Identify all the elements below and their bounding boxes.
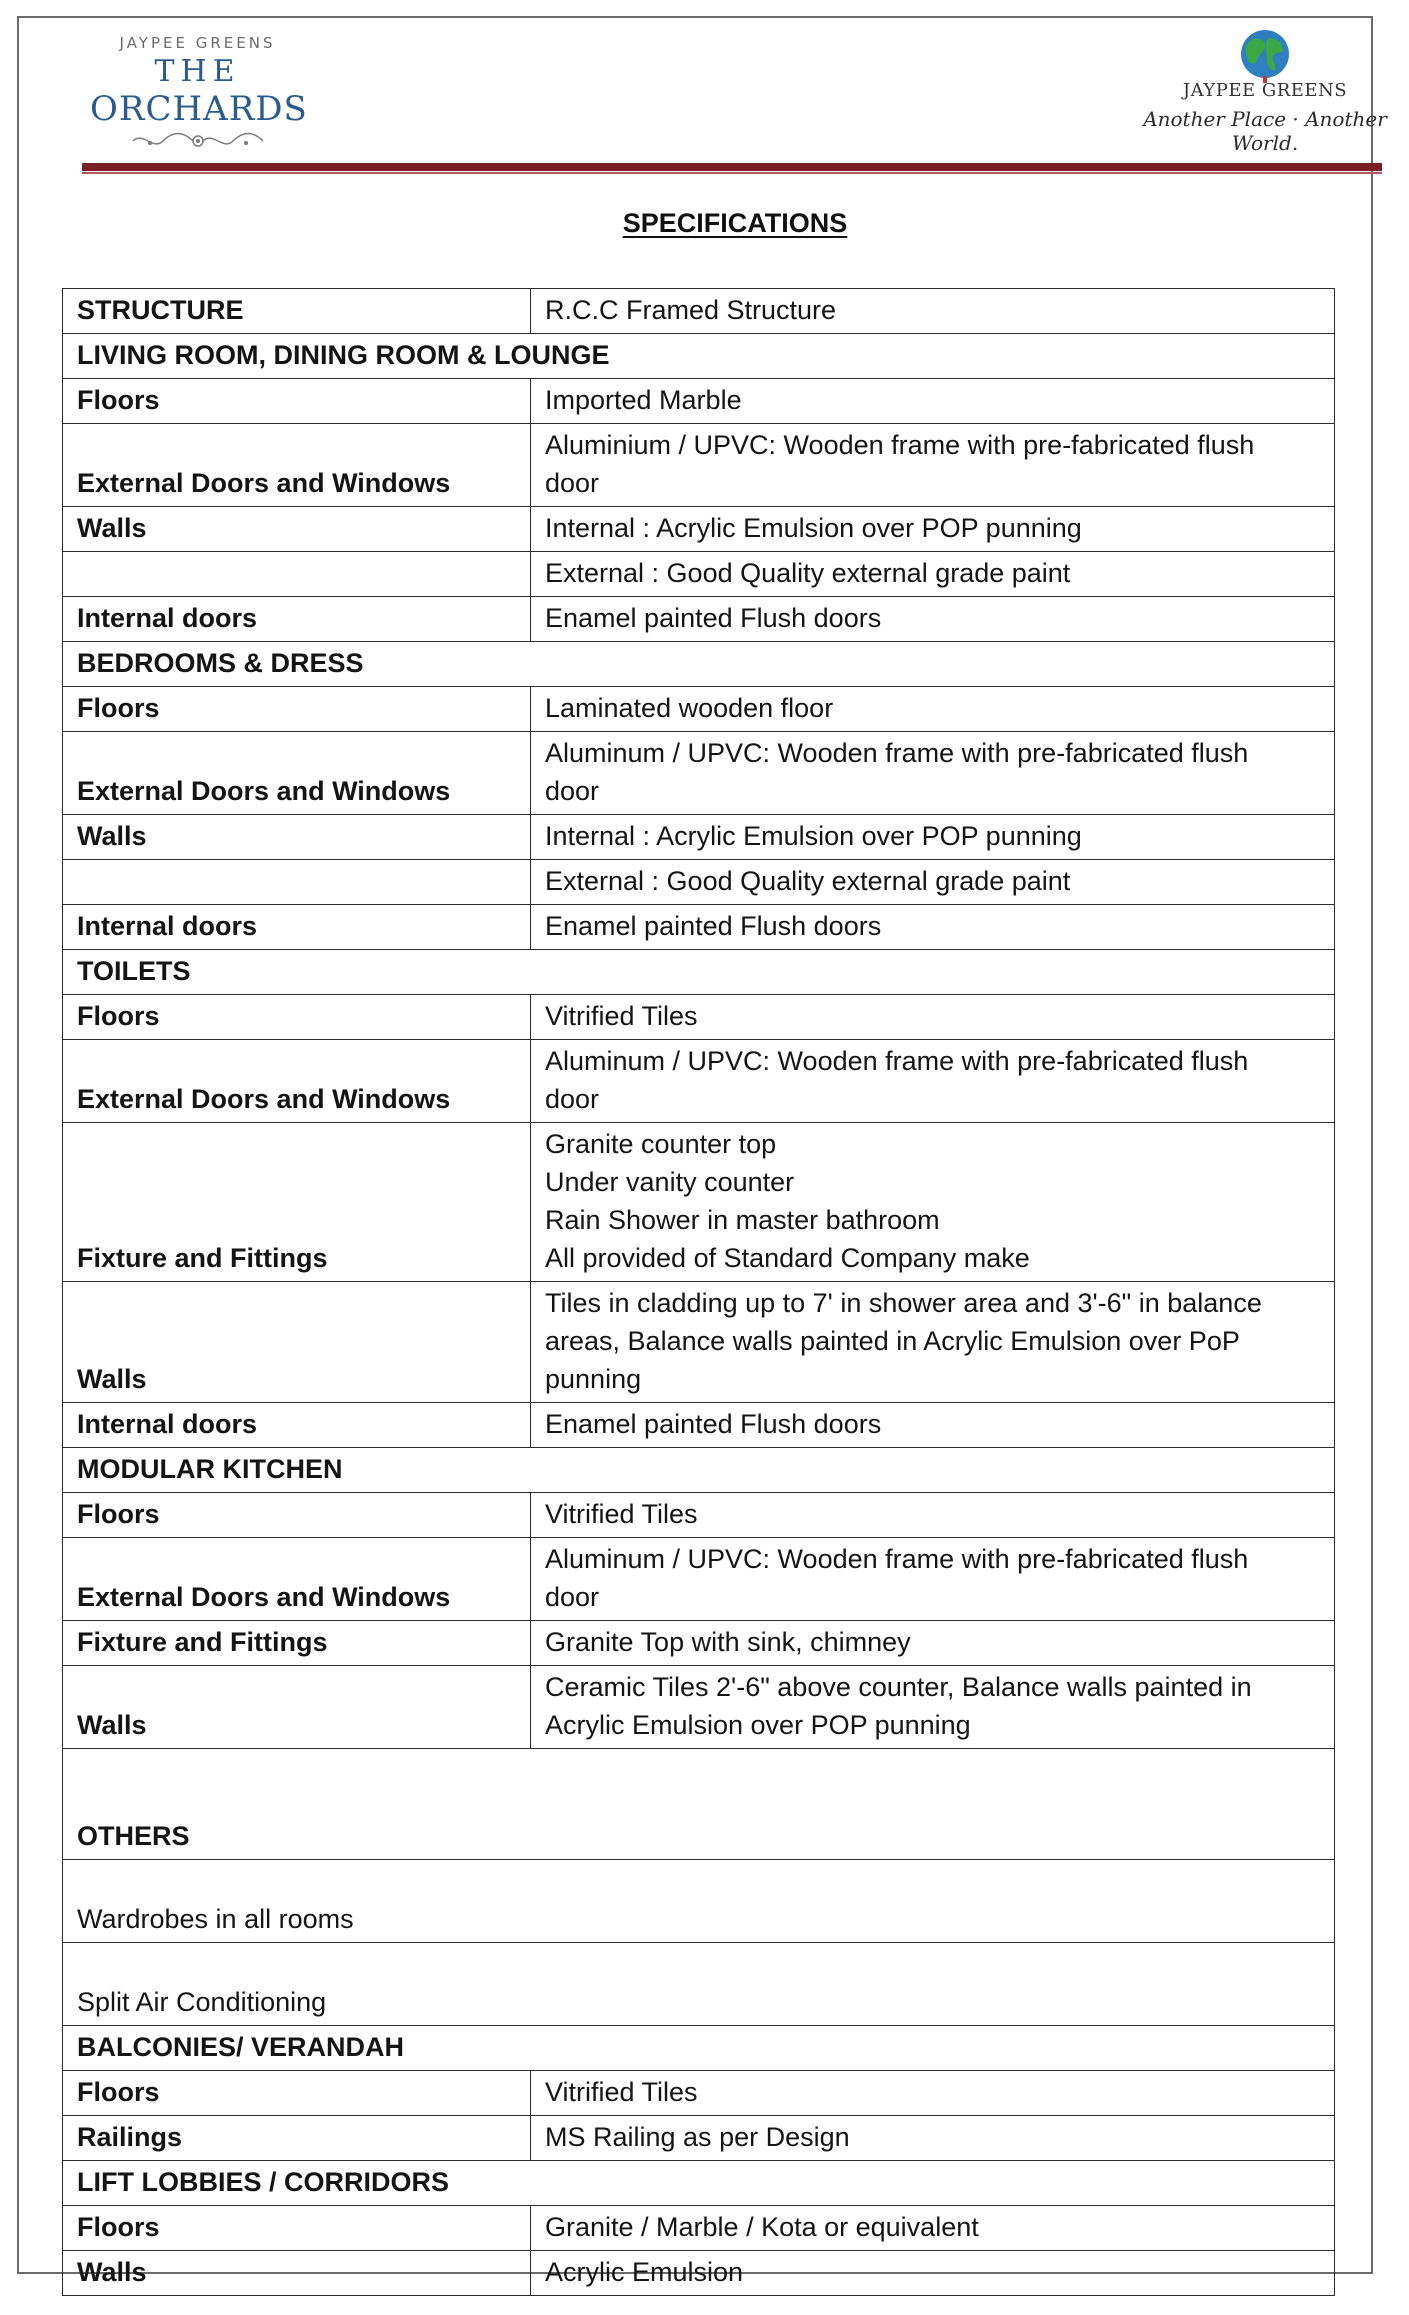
- spec-row: [63, 289, 1335, 334]
- spec-value: [531, 1040, 1335, 1123]
- spec-row: [63, 379, 1335, 424]
- spec-row: [63, 1538, 1335, 1621]
- spec-value-line: All provided of Standard Company make: [545, 1243, 1030, 1273]
- spec-label: Walls: [63, 1666, 531, 1749]
- spec-value-line: Vitrified Tiles: [545, 1499, 698, 1529]
- other-item: Split Air Conditioning: [63, 1943, 1335, 2026]
- orchards-logo: [90, 30, 308, 160]
- jaypee-greens-logo: [1140, 28, 1390, 158]
- spec-value-line: Rain Shower in master bathroom: [545, 1205, 940, 1235]
- specifications-table: [62, 288, 1335, 2296]
- spec-label: External Doors and Windows: [63, 1538, 531, 1621]
- spec-row: [63, 2071, 1335, 2116]
- spec-value: [531, 905, 1335, 950]
- spec-value: [531, 1493, 1335, 1538]
- spec-value: [531, 2071, 1335, 2116]
- spec-label: Railings: [63, 2116, 531, 2161]
- spec-label: Walls: [63, 1282, 531, 1403]
- spec-label: Fixture and Fittings: [63, 1123, 531, 1282]
- logo-brand-the: THE: [154, 54, 241, 89]
- spec-row: [63, 905, 1335, 950]
- spec-value-line: External : Good Quality external grade paint: [545, 558, 1071, 588]
- spec-label: External Doors and Windows: [63, 424, 531, 507]
- spec-value: [531, 424, 1335, 507]
- spec-row: [63, 2251, 1335, 2296]
- spec-value: [531, 1621, 1335, 1666]
- spec-value: [531, 2116, 1335, 2161]
- spec-label: Walls: [63, 815, 531, 860]
- spec-value-line: punning: [545, 1364, 642, 1394]
- other-item-row: [63, 1860, 1335, 1943]
- spec-row: [63, 2116, 1335, 2161]
- spec-label: Fixture and Fittings: [63, 1621, 531, 1666]
- spec-row: [63, 507, 1335, 552]
- spec-row: [63, 552, 1335, 597]
- spec-value: [531, 552, 1335, 597]
- spec-value-line: Enamel painted Flush doors: [545, 1409, 882, 1439]
- spec-row: [63, 1493, 1335, 1538]
- spec-value-line: Aluminum / UPVC: Wooden frame with pre-fabricated flush: [545, 1046, 1249, 1076]
- spec-value: [531, 860, 1335, 905]
- spec-label: [63, 860, 531, 905]
- spec-value: [531, 687, 1335, 732]
- spec-value-line: Aluminium / UPVC: Wooden frame with pre-fabricated flush: [545, 430, 1255, 460]
- spec-value-line: Laminated wooden floor: [545, 693, 834, 723]
- spec-value-line: Enamel painted Flush doors: [545, 911, 882, 941]
- section-heading-row: [63, 642, 1335, 687]
- spec-row: [63, 2206, 1335, 2251]
- spec-row: [63, 1621, 1335, 1666]
- spec-value: [531, 1123, 1335, 1282]
- spec-label: Internal doors: [63, 1403, 531, 1448]
- spec-value-line: Internal : Acrylic Emulsion over POP punning: [545, 821, 1082, 851]
- spec-value-line: Under vanity counter: [545, 1167, 795, 1197]
- spec-row: [63, 1123, 1335, 1282]
- spec-value: [531, 1666, 1335, 1749]
- spec-value: [531, 1282, 1335, 1403]
- spec-row: [63, 815, 1335, 860]
- spec-label: Floors: [63, 379, 531, 424]
- spec-label: [63, 552, 531, 597]
- spec-value-line: MS Railing as per Design: [545, 2122, 850, 2152]
- spec-value-line: door: [545, 776, 600, 806]
- spec-value-line: Granite counter top: [545, 1129, 777, 1159]
- spec-label: Internal doors: [63, 905, 531, 950]
- section-heading-row: [63, 334, 1335, 379]
- spec-value: [531, 995, 1335, 1040]
- spec-value: [531, 732, 1335, 815]
- spec-label: External Doors and Windows: [63, 732, 531, 815]
- other-item-row: [63, 1943, 1335, 2026]
- spec-label: Walls: [63, 2251, 531, 2296]
- section-heading: LIVING ROOM, DINING ROOM & LOUNGE: [63, 334, 1335, 379]
- spec-value: [531, 379, 1335, 424]
- spec-label: Internal doors: [63, 597, 531, 642]
- section-heading-row: [63, 1448, 1335, 1493]
- spec-value: [531, 289, 1335, 334]
- section-heading-row: [63, 2161, 1335, 2206]
- spec-value-line: door: [545, 468, 600, 498]
- company-tagline: Another Place · Another World.: [1143, 107, 1387, 155]
- spec-value-line: Vitrified Tiles: [545, 1001, 698, 1031]
- spec-value-line: External : Good Quality external grade paint: [545, 866, 1071, 896]
- section-heading: OTHERS: [63, 1749, 1335, 1860]
- spec-value: [531, 1538, 1335, 1621]
- spec-value: [531, 815, 1335, 860]
- header-divider: [82, 163, 1382, 171]
- spec-row: [63, 1282, 1335, 1403]
- spec-value: [531, 507, 1335, 552]
- section-heading: BALCONIES/ VERANDAH: [63, 2026, 1335, 2071]
- company-name: JAYPEE GREENS: [1182, 80, 1348, 101]
- page-header: [0, 0, 1409, 180]
- spec-value-line: Acrylic Emulsion over POP punning: [545, 1710, 971, 1740]
- logo-brand-orchards: ORCHARDS: [90, 89, 308, 129]
- globe-icon: [1237, 28, 1293, 84]
- spec-label: External Doors and Windows: [63, 1040, 531, 1123]
- ornament-flourish-icon: [128, 131, 268, 151]
- spec-label: Floors: [63, 1493, 531, 1538]
- section-heading-row: [63, 2026, 1335, 2071]
- spec-row: [63, 1403, 1335, 1448]
- spec-value: [531, 2251, 1335, 2296]
- spec-row: [63, 1040, 1335, 1123]
- spec-value-line: Aluminum / UPVC: Wooden frame with pre-fabricated flush: [545, 738, 1249, 768]
- spec-value-line: Aluminum / UPVC: Wooden frame with pre-fabricated flush: [545, 1544, 1249, 1574]
- spec-value: [531, 597, 1335, 642]
- other-item: Wardrobes in all rooms: [63, 1860, 1335, 1943]
- spec-value: [531, 2206, 1335, 2251]
- spec-value-line: Imported Marble: [545, 385, 742, 415]
- spec-row: [63, 424, 1335, 507]
- spec-value-line: Vitrified Tiles: [545, 2077, 698, 2107]
- spec-label: Floors: [63, 995, 531, 1040]
- specifications-table-body: [63, 289, 1335, 2296]
- spec-value-line: Granite Top with sink, chimney: [545, 1627, 911, 1657]
- spec-row: [63, 1666, 1335, 1749]
- spec-value: [531, 1403, 1335, 1448]
- spec-row: [63, 687, 1335, 732]
- spec-value-line: door: [545, 1084, 600, 1114]
- spec-value-line: Granite / Marble / Kota or equivalent: [545, 2212, 979, 2242]
- spec-value-line: Ceramic Tiles 2'-6" above counter, Balance walls painted in: [545, 1672, 1252, 1702]
- section-heading-row: [63, 1749, 1335, 1860]
- spec-row: [63, 995, 1335, 1040]
- header-divider-thin: [82, 172, 1382, 174]
- section-heading: BEDROOMS & DRESS: [63, 642, 1335, 687]
- spec-value-line: Tiles in cladding up to 7' in shower area and 3'-6" in balance: [545, 1288, 1262, 1318]
- spec-label: STRUCTURE: [63, 289, 531, 334]
- spec-value-line: Acrylic Emulsion: [545, 2257, 744, 2287]
- spec-label: Floors: [63, 2071, 531, 2116]
- section-heading: MODULAR KITCHEN: [63, 1448, 1335, 1493]
- section-heading: LIFT LOBBIES / CORRIDORS: [63, 2161, 1335, 2206]
- spec-label: Walls: [63, 507, 531, 552]
- spec-row: [63, 732, 1335, 815]
- spec-value-line: door: [545, 1582, 600, 1612]
- spec-row: [63, 860, 1335, 905]
- spec-value-line: Internal : Acrylic Emulsion over POP punning: [545, 513, 1082, 543]
- section-heading-row: [63, 950, 1335, 995]
- spec-label: Floors: [63, 687, 531, 732]
- page-title: SPECIFICATIONS: [622, 208, 848, 238]
- spec-label: Floors: [63, 2206, 531, 2251]
- section-heading: TOILETS: [63, 950, 1335, 995]
- spec-row: [63, 597, 1335, 642]
- spec-value-line: areas, Balance walls painted in Acrylic Emulsion over PoP: [545, 1326, 1240, 1356]
- logo-brand-top: JAYPEE GREENS: [119, 34, 276, 52]
- spec-value-line: R.C.C Framed Structure: [545, 295, 837, 325]
- spec-value-line: Enamel painted Flush doors: [545, 603, 882, 633]
